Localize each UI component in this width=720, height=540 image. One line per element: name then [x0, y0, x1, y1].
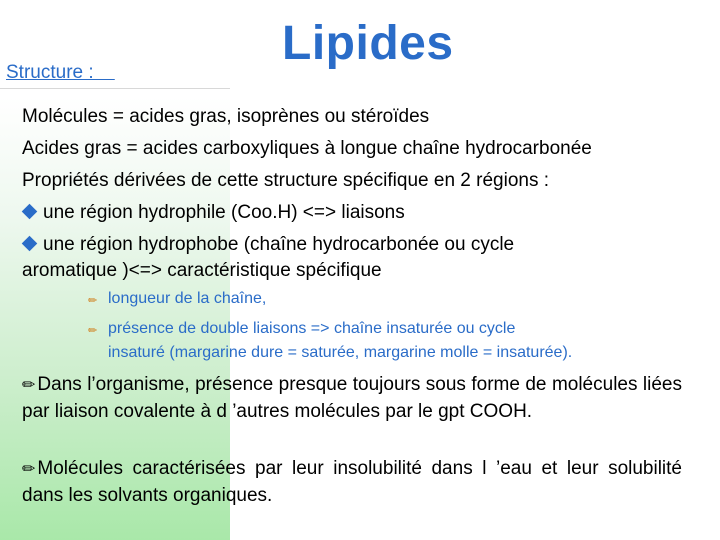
- bullet-continuation: aromatique )<=> caractéristique spécifique: [22, 260, 382, 281]
- bullet-text: une région hydrophile (Coo.H) <=> liaisons: [43, 202, 405, 223]
- pencil-icon: ✏: [22, 377, 36, 394]
- pencil-icon: ✏: [88, 295, 98, 307]
- sub-item-continuation: [108, 344, 572, 362]
- bullet-text: une région hydrophobe (chaîne hydrocarbonée ou cycle: [43, 234, 515, 255]
- paragraph-organisme: [22, 372, 682, 425]
- bullet-item-hydrophile: [22, 202, 405, 224]
- bullet-item-hydrophobe: [22, 234, 514, 256]
- paragraph-text: Dans l’organisme, présence presque toujours sous forme de molécules liées par liaison covalente à d ’autres molécules par le gpt COOH.: [22, 374, 682, 422]
- text-line-molecules: Molécules = acides gras, isoprènes ou stéroïdes: [22, 106, 430, 127]
- page-title: Lipides: [282, 17, 454, 70]
- diamond-bullet-icon: [22, 204, 38, 220]
- section-label: Structure :: [6, 62, 115, 83]
- sub-item-longueur: longueur de la chaîne,: [108, 290, 267, 307]
- sub-item-double-liaisons: présence de double liaisons => chaîne insaturée ou cycle: [108, 320, 516, 337]
- paragraph-insolubilite: [22, 456, 682, 509]
- pencil-icon: ✏: [22, 461, 36, 478]
- text-line-proprietes: Propriétés dérivées de cette structure spécifique en 2 régions :: [22, 170, 550, 191]
- pencil-icon: ✏: [88, 325, 98, 337]
- diamond-bullet-icon: [22, 236, 38, 252]
- paragraph-text: Molécules caractérisées par leur insolubilité dans l ’eau et leur solubilité dans les solvants organiques.: [22, 458, 682, 506]
- text-line-acides-gras: Acides gras = acides carboxyliques à longue chaîne hydrocarbonée: [22, 138, 592, 159]
- sub-item-continuation-text: insaturé (margarine dure = saturée, margarine molle = insaturée).: [108, 344, 573, 361]
